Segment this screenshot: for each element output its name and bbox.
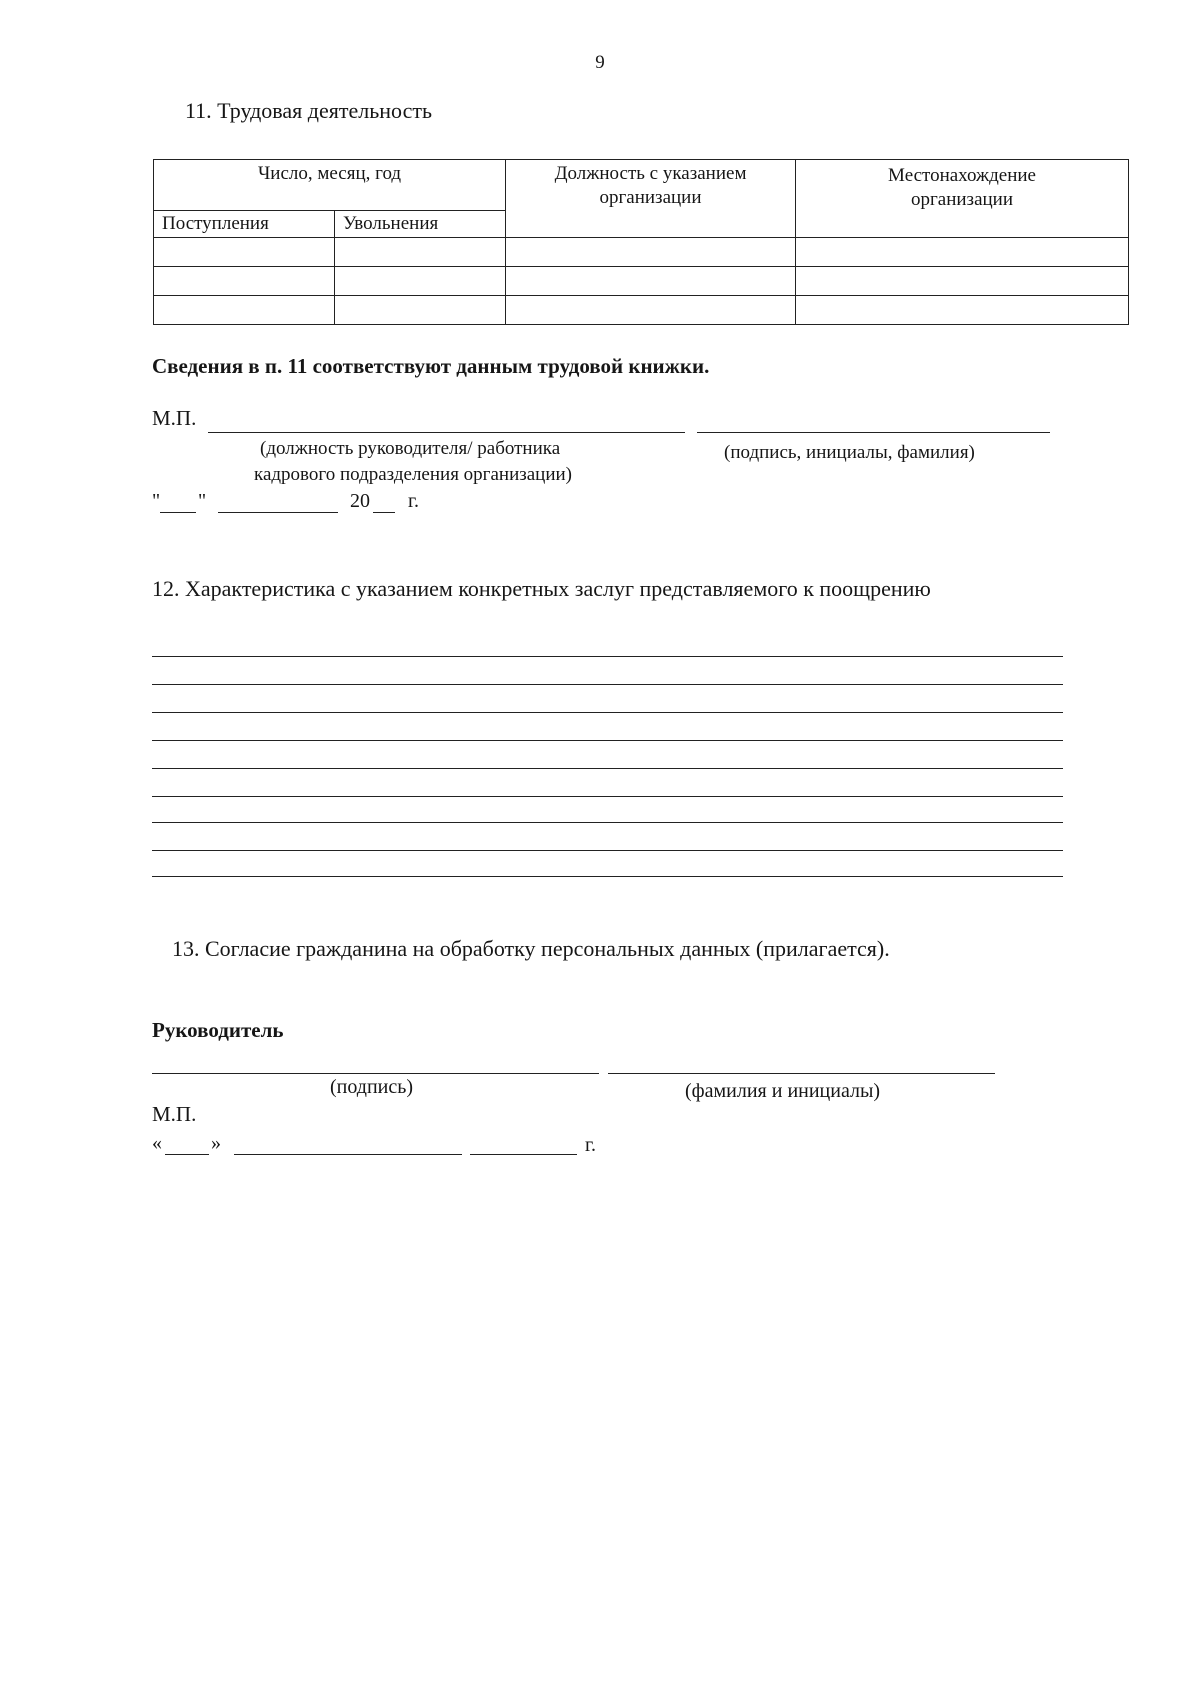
position-line: [208, 432, 685, 433]
characteristic-line: [152, 712, 1063, 713]
characteristic-line: [152, 796, 1063, 797]
confirmation-statement: Сведения в п. 11 соответствуют данным трудовой книжки.: [152, 354, 710, 378]
header-position: Должность с указанием организации: [506, 160, 796, 238]
date-day-line: [160, 512, 196, 513]
date-quote-close: ": [198, 490, 207, 512]
head-signature-line: [152, 1073, 599, 1074]
characteristic-line: [152, 656, 1063, 657]
table-cell: [796, 296, 1129, 325]
head-name-caption: (фамилия и инициалы): [685, 1080, 881, 1102]
table-row: [154, 238, 1129, 267]
table-cell: [796, 238, 1129, 267]
header-date: Число, месяц, год: [154, 160, 506, 211]
signature-caption: (подпись, инициалы, фамилия): [724, 442, 975, 463]
table-row: [154, 296, 1129, 325]
subheader-dismissal: Увольнения: [335, 211, 506, 238]
head-date-open: «: [152, 1132, 162, 1154]
table-cell: [154, 296, 335, 325]
table-cell: [506, 296, 796, 325]
head-signature-caption: (подпись): [330, 1076, 414, 1098]
date-quote-open: ": [152, 490, 161, 512]
characteristic-line: [152, 822, 1063, 823]
head-stamp-place-label: М.П.: [152, 1102, 197, 1126]
position-caption-line2: кадрового подразделения организации): [254, 464, 573, 485]
date-year-line: [373, 512, 395, 513]
position-caption-line1: (должность руководителя/ работника: [260, 438, 561, 459]
head-date-year-line: [470, 1154, 577, 1155]
date-year-prefix: 20: [350, 490, 370, 512]
subheader-hire: Поступления: [154, 211, 335, 238]
head-date-month-line: [234, 1154, 462, 1155]
date-suffix: г.: [408, 490, 419, 512]
head-title: Руководитель: [152, 1018, 284, 1042]
page-number: 9: [595, 52, 605, 73]
table-cell: [506, 238, 796, 267]
stamp-place-label: М.П.: [152, 406, 197, 430]
section-13-text: 13. Согласие гражданина на обработку персональных данных (прилагается).: [172, 936, 890, 961]
head-name-line: [608, 1073, 995, 1074]
signature-line: [697, 432, 1050, 433]
head-date-close: »: [211, 1132, 221, 1154]
head-date-day-line: [165, 1154, 209, 1155]
characteristic-line: [152, 684, 1063, 685]
characteristic-line: [152, 740, 1063, 741]
header-location: Местонахождение организации: [796, 160, 1129, 238]
table-row: [154, 267, 1129, 296]
section-12-heading: 12. Характеристика с указанием конкретных заслуг представляемого к поощрению: [152, 576, 931, 601]
table-cell: [506, 267, 796, 296]
table-cell: [335, 238, 506, 267]
characteristic-line: [152, 876, 1063, 877]
table-cell: [154, 267, 335, 296]
characteristic-line: [152, 850, 1063, 851]
table-cell: [335, 296, 506, 325]
work-history-table: [153, 159, 1129, 325]
table-cell: [335, 267, 506, 296]
table-header-row: [154, 160, 1129, 211]
table-cell: [154, 238, 335, 267]
section-11-heading: 11. Трудовая деятельность: [185, 98, 432, 123]
head-date-suffix: г.: [585, 1134, 596, 1156]
date-month-line: [218, 512, 338, 513]
table-cell: [796, 267, 1129, 296]
characteristic-line: [152, 768, 1063, 769]
